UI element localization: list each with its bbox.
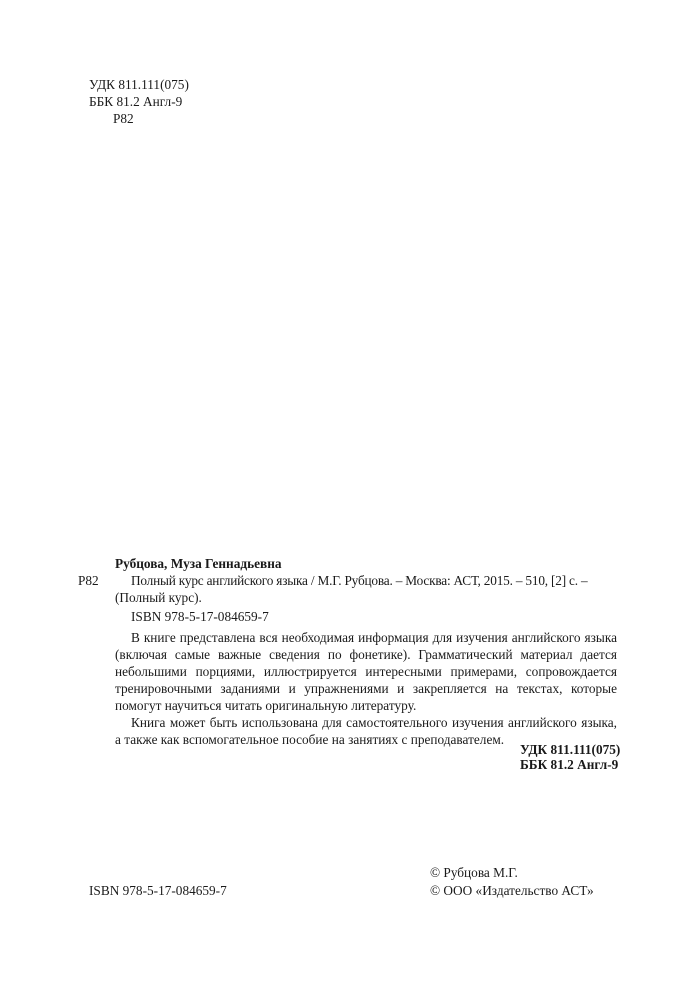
annotation-paragraph-2: Книга может быть использована для самостоятельного изучения английского языка, а также как вспомогательное пособие на занятиях с преподавателем. bbox=[115, 715, 617, 747]
footer-isbn: ISBN 978-5-17-084659-7 bbox=[89, 883, 227, 898]
series-line: (Полный курс). bbox=[115, 590, 202, 605]
copyright-publisher: © ООО «Издательство АСТ» bbox=[430, 883, 594, 898]
bbk-index: ББК 81.2 Англ-9 bbox=[89, 94, 183, 109]
record-author-mark: Р82 bbox=[78, 573, 99, 588]
annotation-paragraph-1: В книге представлена вся необходимая информация для изучения английского языка (включая самые важные сведения по фонетике). Грамматический материал дается небольшими порциями, иллюстрируется интересными примерами, сопровождается тренировочными заданиями и упражнениями и закрепляется на текстах, которые помогут научиться читать оригинальную литературу. bbox=[115, 630, 617, 713]
udk-index: УДК 811.111(075) bbox=[89, 77, 189, 92]
author-mark: Р82 bbox=[113, 111, 134, 126]
title-line: Полный курс английского языка / М.Г. Рубцова. – Москва: АСТ, 2015. – 510, [2] с. – bbox=[131, 573, 588, 588]
copyright-author: © Рубцова М.Г. bbox=[430, 865, 518, 880]
annotation bbox=[115, 629, 617, 748]
record-udk: УДК 811.111(075) bbox=[520, 742, 621, 757]
record-bbk: ББК 81.2 Англ-9 bbox=[520, 757, 619, 772]
author-name: Рубцова, Муза Геннадьевна bbox=[115, 556, 282, 571]
record-isbn: ISBN 978-5-17-084659-7 bbox=[131, 609, 269, 624]
